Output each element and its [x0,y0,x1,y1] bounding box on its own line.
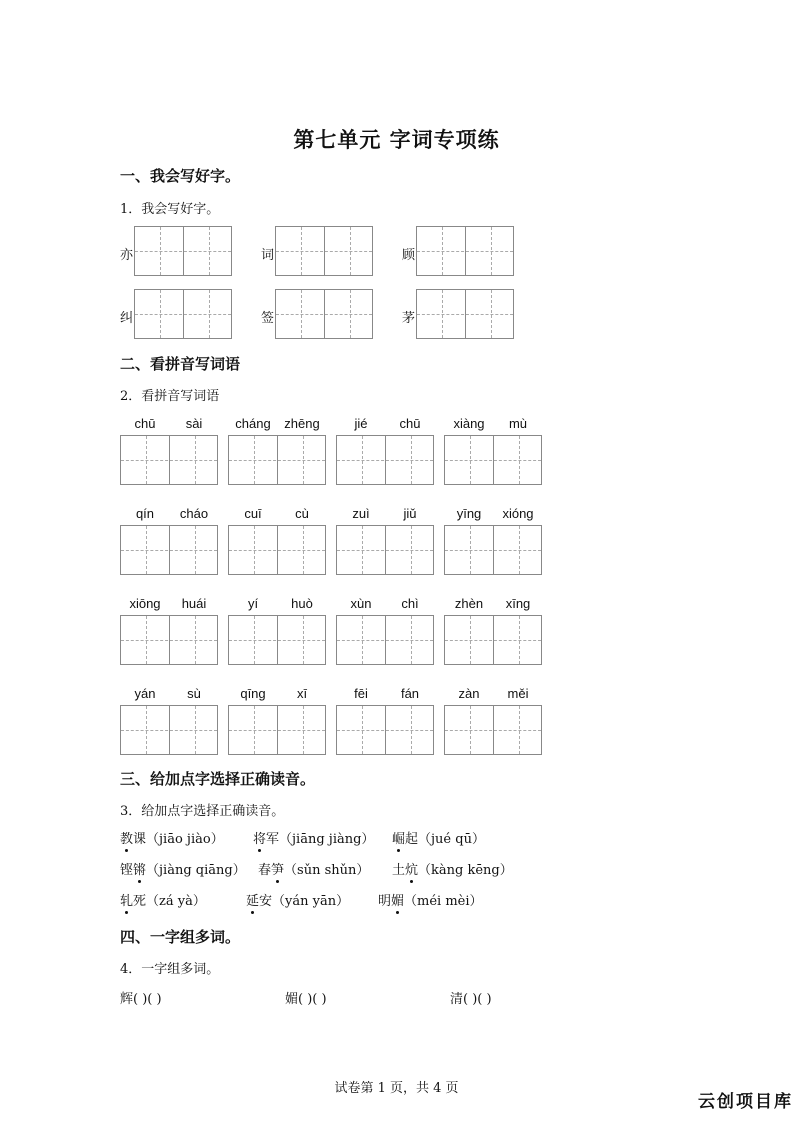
grid-guide [229,460,325,461]
dotted-char: 媚 [391,890,404,909]
grid-guide [276,251,372,252]
writing-grid[interactable] [336,615,434,665]
page-footer: 试卷第 1 页，共 4 页 [334,1081,459,1096]
writing-grid[interactable] [120,435,218,485]
reading-item [392,859,513,878]
question-3: 3．给加点字选择正确读音。 [120,804,285,819]
dotted-char: 锵 [133,859,146,878]
pinyin-label: cháo [179,506,209,521]
character-label: 签 [261,311,275,326]
pinyin-label: xiàng [453,416,485,431]
pinyin-label: fēi [354,686,368,701]
reading-options: （zá yà） [146,894,206,909]
character-label: 亦 [120,248,134,263]
section-4-heading: 四、一字组多词。 [120,928,241,946]
reading-char: 明 [378,894,392,909]
dotted-char: 轧 [120,890,133,909]
reading-char: 安 [259,894,273,909]
dotted-char: 将 [253,828,266,847]
grid-guide [135,314,231,315]
dotted-char: 延 [246,890,259,909]
question-2: 2．看拼音写词语 [120,389,220,404]
pinyin-label: huò [291,596,313,611]
dotted-char: 笋 [271,859,284,878]
reading-item [120,890,206,909]
pinyin-label: chū [134,416,156,431]
pinyin-label: qín [135,506,155,521]
grid-guide [445,640,541,641]
writing-grid[interactable] [228,525,326,575]
grid-guide [337,730,433,731]
grid-guide [445,550,541,551]
pinyin-label: měi [507,686,529,701]
writing-grid[interactable] [444,705,542,755]
writing-grid[interactable] [134,226,232,276]
writing-grid[interactable] [228,435,326,485]
word-group-item[interactable]: 媚( )( ) [285,992,327,1007]
section-2-heading: 二、看拼音写词语 [120,355,241,373]
pinyin-label: chū [399,416,421,431]
reading-char: 土 [392,863,406,878]
pinyin-label: fán [400,686,420,701]
pinyin-label: sài [185,416,203,431]
reading-item [120,859,246,878]
pinyin-label: yí [247,596,259,611]
pinyin-label: jiǔ [403,506,417,521]
writing-grid[interactable] [416,289,514,339]
pinyin-label: xùn [350,596,372,611]
grid-guide [121,730,217,731]
pinyin-label: qīng [240,686,266,701]
pinyin-label: xīng [505,596,531,611]
grid-guide [417,251,513,252]
brand-watermark: 云创项目库 [698,1092,793,1112]
reading-char: 死 [133,894,147,909]
reading-options: （jiàng qiāng） [146,863,246,878]
dotted-char: 炕 [405,859,418,878]
reading-char: 铿 [120,863,134,878]
dotted-char: 崛 [392,828,405,847]
character-label: 茅 [402,311,416,326]
pinyin-label: cháng [235,416,271,431]
pinyin-label: cuī [244,506,262,521]
pinyin-label: huái [181,596,207,611]
pinyin-label: mù [508,416,528,431]
pinyin-label: yīng [456,506,482,521]
writing-grid[interactable] [444,525,542,575]
pinyin-label: sù [187,686,201,701]
writing-grid[interactable] [228,615,326,665]
writing-grid[interactable] [444,435,542,485]
writing-grid[interactable] [444,615,542,665]
reading-options: （jiāng jiàng） [279,832,375,847]
dotted-char: 教 [120,828,133,847]
grid-guide [337,460,433,461]
reading-options: （jiāo jiào） [146,832,224,847]
pinyin-label: zuì [352,506,370,521]
reading-item [378,890,483,909]
section-3-heading: 三、给加点字选择正确读音。 [120,770,316,788]
reading-options: （méi mèi） [404,894,483,909]
reading-item [253,828,374,847]
reading-item [120,828,224,847]
pinyin-label: jié [354,416,368,431]
writing-grid[interactable] [275,226,373,276]
reading-options: （kàng kēng） [418,863,513,878]
grid-guide [135,251,231,252]
pinyin-label: zàn [458,686,480,701]
grid-guide [121,640,217,641]
writing-grid[interactable] [275,289,373,339]
grid-guide [121,460,217,461]
writing-grid[interactable] [228,705,326,755]
reading-item [258,859,369,878]
reading-char: 起 [405,832,419,847]
reading-char: 课 [133,832,147,847]
reading-char: 军 [266,832,280,847]
grid-guide [276,314,372,315]
character-label: 词 [261,248,275,263]
reading-options: （sǔn shǔn） [284,863,370,878]
grid-guide [417,314,513,315]
reading-options: （jué qū） [418,832,485,847]
grid-guide [229,730,325,731]
grid-guide [229,640,325,641]
pinyin-label: cù [295,506,309,521]
writing-grid[interactable] [120,525,218,575]
reading-item [246,890,349,909]
pinyin-label: zhēng [284,416,320,431]
word-group-item[interactable]: 辉( )( ) [120,992,162,1007]
question-4: 4．一字组多词。 [120,962,220,977]
pinyin-label: chì [401,596,419,611]
character-label: 纠 [120,311,134,326]
question-1: 1．我会写好字。 [120,202,220,217]
grid-guide [121,550,217,551]
writing-grid[interactable] [336,435,434,485]
writing-grid[interactable] [336,705,434,755]
grid-guide [337,550,433,551]
writing-grid[interactable] [120,705,218,755]
grid-guide [445,730,541,731]
page-title: 第七单元 字词专项练 [293,127,500,152]
writing-grid[interactable] [120,615,218,665]
reading-char: 春 [258,863,272,878]
word-group-item[interactable]: 清( )( ) [450,992,492,1007]
pinyin-label: xī [296,686,308,701]
grid-guide [445,460,541,461]
grid-guide [229,550,325,551]
grid-guide [337,640,433,641]
writing-grid[interactable] [416,226,514,276]
reading-options: （yán yān） [272,894,350,909]
pinyin-label: zhèn [454,596,484,611]
writing-grid[interactable] [336,525,434,575]
pinyin-label: xióng [502,506,534,521]
pinyin-label: yán [134,686,156,701]
section-1-heading: 一、我会写好字。 [120,167,241,185]
reading-item [392,828,485,847]
pinyin-label: xiōng [129,596,161,611]
character-label: 顾 [402,248,416,263]
writing-grid[interactable] [134,289,232,339]
